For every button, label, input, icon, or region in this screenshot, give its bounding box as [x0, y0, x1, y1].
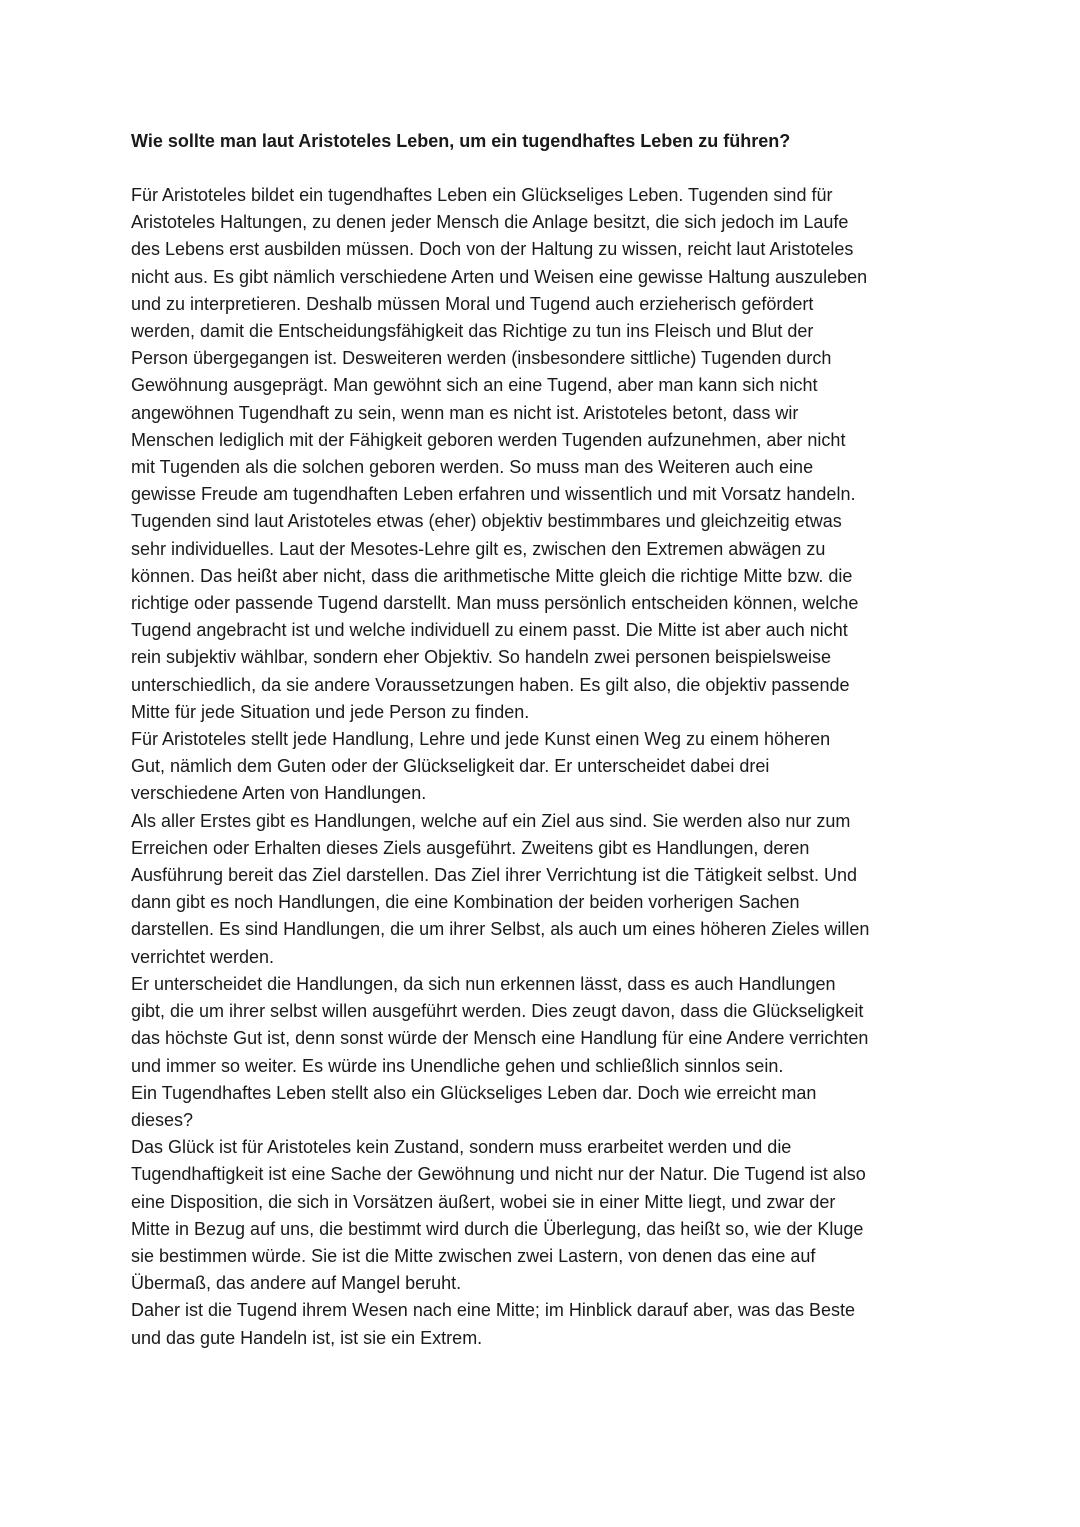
paragraph — [131, 726, 961, 808]
text-line: Für Aristoteles stellt jede Handlung, Lehre und jede Kunst einen Weg zu einem höheren — [131, 729, 831, 750]
text-line: und das gute Handeln ist, ist sie ein Extrem. — [131, 1327, 483, 1348]
text-line: des Lebens erst ausbilden müssen. Doch von der Haltung zu wissen, reicht laut Aristoteles — [131, 239, 854, 260]
paragraph — [131, 182, 961, 726]
text-line: verschiedene Arten von Handlungen. — [131, 783, 427, 804]
text-line: Tugenden sind laut Aristoteles etwas (eher) objektiv bestimmbares und gleichzeitig etwas — [131, 511, 842, 532]
paragraph — [131, 1134, 961, 1297]
text-line: gewisse Freude am tugendhaften Leben erfahren und wissentlich und mit Vorsatz handeln. — [131, 484, 856, 505]
text-line: Mitte in Bezug auf uns, die bestimmt wird durch die Überlegung, das heißt so, wie der Kluge — [131, 1218, 864, 1239]
text-line: dann gibt es noch Handlungen, die eine Kombination der beiden vorherigen Sachen — [131, 892, 800, 913]
text-line: Tugend angebracht ist und welche individuell zu einem passt. Die Mitte ist aber auch nicht — [131, 620, 848, 641]
text-line: Aristoteles Haltungen, zu denen jeder Mensch die Anlage besitzt, die sich jedoch im Laufe — [131, 212, 849, 233]
text-line: Für Aristoteles bildet ein tugendhaftes Leben ein Glückseliges Leben. Tugenden sind für — [131, 185, 833, 205]
text-line: Ein Tugendhaftes Leben stellt also ein Glückseliges Leben dar. Doch wie erreicht man — [131, 1082, 817, 1103]
text-line: Als aller Erstes gibt es Handlungen, welche auf ein Ziel aus sind. Sie werden also nur zum — [131, 810, 851, 831]
paragraph — [131, 971, 961, 1080]
document-body — [131, 128, 961, 1352]
text-line: und zu interpretieren. Deshalb müssen Moral und Tugend auch erzieherisch gefördert — [131, 293, 814, 314]
paragraph — [131, 1080, 961, 1134]
text-line: Mitte für jede Situation und jede Person zu finden. — [131, 701, 530, 722]
text-line: eine Disposition, die sich in Vorsätzen äußert, wobei sie in einer Mitte liegt, und zwar der — [131, 1191, 836, 1212]
text-line: verrichtet werden. — [131, 946, 275, 967]
document-title: Wie sollte man laut Aristoteles Leben, um ein tugendhaftes Leben zu führen? — [131, 131, 791, 151]
text-line: Ausführung bereit das Ziel darstellen. Das Ziel ihrer Verrichtung ist die Tätigkeit selbst. Und — [131, 865, 858, 886]
text-line: Erreichen oder Erhalten dieses Ziels ausgeführt. Zweitens gibt es Handlungen, deren — [131, 837, 810, 858]
text-line: und immer so weiter. Es würde ins Unendliche gehen und schließlich sinnlos sein. — [131, 1055, 784, 1076]
text-line: können. Das heißt aber nicht, dass die arithmetische Mitte gleich die richtige Mitte bzw. die — [131, 565, 853, 586]
text-line: gibt, die um ihrer selbst willen ausgeführt werden. Dies zeugt davon, dass die Glückseligkeit — [131, 1001, 864, 1022]
text-line: Tugendhaftigkeit ist eine Sache der Gewöhnung und nicht nur der Natur. Die Tugend ist also — [131, 1164, 866, 1185]
text-line: nicht aus. Es gibt nämlich verschiedene Arten und Weisen eine gewisse Haltung auszuleben — [131, 266, 868, 287]
text-line: angewöhnen Tugendhaft zu sein, wenn man es nicht ist. Aristoteles betont, dass wir — [131, 402, 799, 423]
text-line: Gut, nämlich dem Guten oder der Glückseligkeit dar. Er unterscheidet dabei drei — [131, 756, 770, 777]
text-line: Er unterscheidet die Handlungen, da sich nun erkennen lässt, dass es auch Handlungen — [131, 973, 836, 994]
text-line: Übermaß, das andere auf Mangel beruht. — [131, 1273, 462, 1294]
text-line: darstellen. Es sind Handlungen, die um ihrer Selbst, als auch um eines höheren Zieles willen — [131, 919, 870, 940]
text-line: mit Tugenden als die solchen geboren werden. So muss man des Weiteren auch eine — [131, 457, 814, 478]
text-line: rein subjektiv wählbar, sondern eher Objektiv. So handeln zwei personen beispielsweise — [131, 647, 832, 668]
text-line: dieses? — [131, 1109, 194, 1130]
text-line: Daher ist die Tugend ihrem Wesen nach eine Mitte; im Hinblick darauf aber, was das Beste — [131, 1300, 856, 1321]
text-line: Menschen lediglich mit der Fähigkeit geboren werden Tugenden aufzunehmen, aber nicht — [131, 429, 846, 450]
text-line: richtige oder passende Tugend darstellt. Man muss persönlich entscheiden können, welche — [131, 593, 859, 614]
text-line: unterschiedlich, da sie andere Voraussetzungen haben. Es gilt also, die objektiv passende — [131, 674, 850, 695]
paragraph — [131, 808, 961, 971]
text-line: Person übergegangen ist. Desweiteren werden (insbesondere sittliche) Tugenden durch — [131, 348, 832, 369]
text-line: Gewöhnung ausgeprägt. Man gewöhnt sich an eine Tugend, aber man kann sich nicht — [131, 375, 818, 396]
paragraph — [131, 1297, 961, 1351]
text-line: das höchste Gut ist, denn sonst würde der Mensch eine Handlung für eine Andere verrichten — [131, 1028, 869, 1049]
text-line: sie bestimmen würde. Sie ist die Mitte zwischen zwei Lastern, von denen das eine auf — [131, 1245, 816, 1266]
text-line: Das Glück ist für Aristoteles kein Zustand, sondern muss erarbeitet werden und die — [131, 1137, 792, 1158]
text-line: sehr individuelles. Laut der Mesotes-Lehre gilt es, zwischen den Extremen abwägen zu — [131, 538, 826, 559]
text-line: werden, damit die Entscheidungsfähigkeit das Richtige zu tun ins Fleisch und Blut der — [131, 321, 814, 342]
